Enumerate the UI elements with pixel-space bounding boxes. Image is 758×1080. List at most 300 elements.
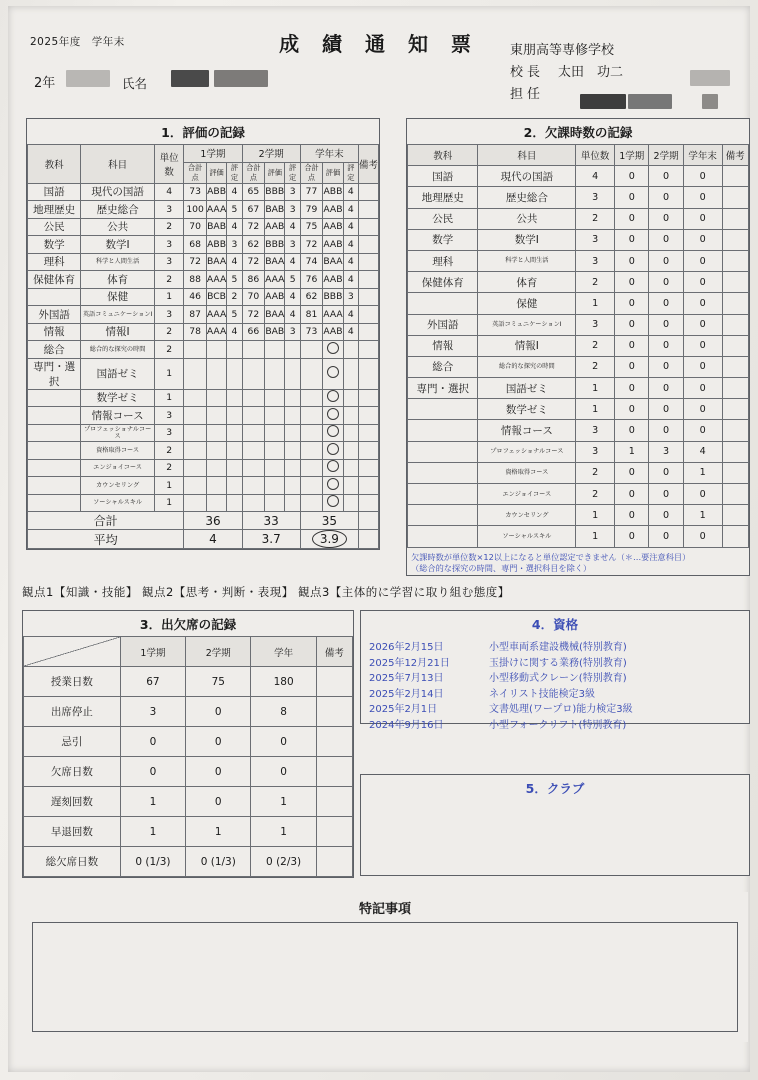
table-row (408, 526, 749, 547)
cell-subject: 外国語 (408, 314, 478, 335)
cell-note (358, 323, 378, 341)
cell-credits: 3 (576, 187, 615, 208)
table-row (24, 757, 353, 787)
cell-t2-rating (285, 341, 300, 359)
cell-course: 情報コース (478, 420, 576, 441)
cell-credits: 1 (576, 378, 615, 399)
cell-year-end: 0 (683, 272, 722, 293)
cell-course: 総合的な探究の時間 (478, 356, 576, 377)
table-row (28, 459, 379, 477)
cell-note (358, 253, 378, 271)
cell-subject: 保健体育 (28, 271, 81, 289)
panel4-title: 4．資格 (531, 617, 579, 632)
column-header: 学年末 (683, 145, 722, 166)
cell-t1-score: 73 (184, 183, 207, 201)
cell-note (316, 697, 352, 727)
cell-course: エンジョイコース (478, 484, 576, 505)
cell-course: プロフェッショナルコース (478, 441, 576, 462)
cell-ye-score (300, 459, 323, 477)
cell-t2-eval (265, 459, 285, 477)
cell-t2-score: 72 (242, 253, 265, 271)
cell-t2-score (242, 494, 265, 512)
cell-t2-eval: BBB (265, 236, 285, 254)
cell-t2-eval (265, 424, 285, 442)
table-row (28, 288, 379, 306)
table-row (28, 323, 379, 341)
cell-t1-eval (206, 494, 226, 512)
cell-ye-rating: 4 (343, 306, 358, 324)
cell-term2: 0 (186, 787, 251, 817)
cell-ye-rating (343, 442, 358, 460)
table-header-row (24, 637, 353, 667)
cell-credits: 1 (576, 293, 615, 314)
cell-ye-score (300, 358, 323, 389)
cell-t2-rating: 4 (285, 288, 300, 306)
panel-evaluation-record (26, 118, 380, 550)
cell-note (722, 187, 748, 208)
table-row (24, 697, 353, 727)
cell-ye-rating: 4 (343, 236, 358, 254)
cell-t2-rating: 4 (285, 253, 300, 271)
cell-year: 8 (251, 697, 316, 727)
cell-course: 国語ゼミ (478, 378, 576, 399)
table-row (28, 389, 379, 407)
table-row (28, 341, 379, 359)
cell-year-end: 0 (683, 314, 722, 335)
cell-ye-eval: AAB (323, 323, 343, 341)
cell-row-label: 早退回数 (24, 817, 121, 847)
cell-subject: 公民 (408, 208, 478, 229)
cell-credits: 3 (154, 201, 183, 219)
cell-ye-rating: 4 (343, 253, 358, 271)
cell-note (358, 236, 378, 254)
cell-term1: 0 (615, 378, 649, 399)
cell-credits: 3 (576, 250, 615, 271)
cell-t2-score: 86 (242, 271, 265, 289)
column-header-eval: 評価 (323, 162, 343, 183)
panel-certifications (360, 610, 750, 731)
column-header: 1学期 (120, 637, 185, 667)
cell-ye-score: 77 (300, 183, 323, 201)
redacted-student-givenname (214, 70, 268, 87)
cell-note (722, 399, 748, 420)
certification-date: 2026年2月15日 (369, 642, 444, 653)
table-header-row (28, 145, 379, 163)
cell-t1-eval: BAB (206, 218, 226, 236)
cell-subject: 国語 (408, 166, 478, 187)
cell-t1-rating (227, 358, 242, 389)
certification-name: 文書処理(ワープロ)能力検定3級 (489, 704, 633, 715)
column-header: 学年 (251, 637, 316, 667)
cell-t1-rating: 4 (227, 183, 242, 201)
cell-ye-rating: 4 (343, 271, 358, 289)
cell-t2-score (242, 358, 265, 389)
cell-credits: 1 (154, 358, 183, 389)
cell-credits: 3 (154, 253, 183, 271)
cell-year: 180 (251, 667, 316, 697)
student-name-label: 氏名 (122, 76, 148, 91)
cell-credits: 4 (154, 183, 183, 201)
grade-label: 2年 (34, 76, 56, 91)
cell-note (722, 335, 748, 356)
average-row (28, 530, 379, 549)
cell-t2-rating: 5 (285, 271, 300, 289)
teacher-label: 担任 (510, 87, 545, 102)
attendance-table (23, 636, 353, 877)
cell-note (722, 484, 748, 505)
principal-label: 校長 (510, 65, 545, 80)
table-row (408, 166, 749, 187)
list-item (369, 656, 749, 672)
cell-term2: 3 (649, 441, 683, 462)
cell-year-end: 4 (683, 441, 722, 462)
cell-ye-score: 76 (300, 271, 323, 289)
circle-icon (327, 425, 339, 437)
table-row (24, 847, 353, 877)
cell-credits: 3 (154, 407, 183, 425)
cell-term2: 0 (649, 505, 683, 526)
certification-list (361, 636, 749, 733)
cell-subject: 公民 (28, 218, 81, 236)
cell-year-end: 0 (683, 399, 722, 420)
table-row (28, 236, 379, 254)
cell-ye-rating (343, 358, 358, 389)
cell-term2: 0 (649, 335, 683, 356)
cell-t2-score (242, 424, 265, 442)
cell-t2-eval: BAA (265, 253, 285, 271)
absence-hours-table (407, 144, 749, 548)
cell-credits: 2 (576, 208, 615, 229)
completion-circle-cell (323, 407, 343, 425)
cell-ye-rating: 4 (343, 323, 358, 341)
cell-note (722, 420, 748, 441)
cell-year-end: 0 (683, 356, 722, 377)
table-row (408, 441, 749, 462)
cell-subject (408, 420, 478, 441)
cell-note (316, 727, 352, 757)
cell-t2-rating: 4 (285, 306, 300, 324)
panel-club (360, 774, 750, 876)
cell-course: 数学Ⅰ (81, 236, 155, 254)
cell-year-end: 0 (683, 187, 722, 208)
column-header: 1学期 (184, 145, 242, 163)
cell-course: 数学ゼミ (478, 399, 576, 420)
cell-t2-score: 72 (242, 306, 265, 324)
cell-row-label: 総欠席日数 (24, 847, 121, 877)
column-header: 単位数 (154, 145, 183, 184)
report-card-sheet (8, 6, 750, 1072)
cell-t1-score: 78 (184, 323, 207, 341)
cell-t1-score: 68 (184, 236, 207, 254)
cell-t1-rating (227, 407, 242, 425)
cell-course: 科学と人間生活 (81, 253, 155, 271)
school-name: 東朋高等専修学校 (510, 43, 615, 58)
viewpoint-legend: 観点1【知識・技能】 観点2【思考・判断・表現】 観点3【主体的に学習に取り組む態度】 (22, 585, 510, 599)
cell-ye-score: 62 (300, 288, 323, 306)
cell-ye-rating (343, 459, 358, 477)
completion-circle-cell (323, 358, 343, 389)
cell-t1-eval (206, 341, 226, 359)
table-row (408, 356, 749, 377)
cell-subject: 地理歴史 (408, 187, 478, 208)
cell-course: プロフェッショナルコース (81, 424, 155, 442)
cell-term2: 0 (649, 399, 683, 420)
cell-subject (408, 526, 478, 547)
cell-course: 資格取得コース (478, 462, 576, 483)
redacted-teacher-givenname (628, 94, 672, 109)
cell-t2-score (242, 407, 265, 425)
table-row (408, 505, 749, 526)
cell-term2: 0 (649, 356, 683, 377)
cell-course: 数学Ⅰ (478, 229, 576, 250)
cell-term2: 0 (649, 229, 683, 250)
table-row (408, 378, 749, 399)
cell-t2-score (242, 442, 265, 460)
cell-note (722, 229, 748, 250)
panel2-note-1: 欠課時数が単位数×12以上になると単位認定できません（＊…要注意科目） (411, 551, 691, 562)
cell-ye-eval: AAB (323, 236, 343, 254)
cell-subject (28, 389, 81, 407)
cell-year-end: 0 (683, 229, 722, 250)
cell-term2: 1 (186, 817, 251, 847)
cell-ye-eval: AAA (323, 306, 343, 324)
cell-t1-rating (227, 459, 242, 477)
completion-circle-cell (323, 477, 343, 495)
cell-t1-score (184, 442, 207, 460)
cell-note (358, 407, 378, 425)
cell-t1-score (184, 494, 207, 512)
cell-t1-eval: BCB (206, 288, 226, 306)
redacted-teacher-surname (580, 94, 626, 109)
cell-credits: 2 (576, 335, 615, 356)
certification-date: 2025年12月21日 (369, 657, 450, 669)
cell-course: 公共 (478, 208, 576, 229)
cell-subject (28, 477, 81, 495)
cell-term1: 0 (615, 335, 649, 356)
cell-ye-rating (343, 477, 358, 495)
cell-note (316, 667, 352, 697)
cell-t1-eval (206, 459, 226, 477)
cell-t2-rating: 3 (285, 183, 300, 201)
cell-ye-eval: BAA (323, 253, 343, 271)
cell-subject: 外国語 (28, 306, 81, 324)
cell-ye-eval: AAB (323, 271, 343, 289)
circle-icon (327, 443, 339, 455)
cell-credits: 2 (154, 271, 183, 289)
cell-course: 体育 (81, 271, 155, 289)
cell-t2-rating (285, 407, 300, 425)
cell-note (722, 526, 748, 547)
cell-credits: 1 (576, 399, 615, 420)
cell-credits: 2 (576, 484, 615, 505)
cell-ye-score (300, 424, 323, 442)
cell-year-end: 0 (683, 484, 722, 505)
cell-note (358, 459, 378, 477)
cell-t2-score: 67 (242, 201, 265, 219)
cell-course: 情報Ⅰ (478, 335, 576, 356)
remarks-box (32, 922, 738, 1032)
table-row (408, 420, 749, 441)
table-row (28, 424, 379, 442)
cell-term1: 3 (120, 697, 185, 727)
cell-ye-rating (343, 389, 358, 407)
cell-ye-eval: BBB (323, 288, 343, 306)
cell-ye-rating: 3 (343, 288, 358, 306)
cell-ye-rating (343, 424, 358, 442)
cell-year-end: 0 (683, 378, 722, 399)
cell-course: 英語コミュニケーションⅠ (81, 306, 155, 324)
total-term2: 33 (242, 512, 300, 530)
circle-icon (327, 390, 339, 402)
cell-note (722, 378, 748, 399)
cell-t2-rating: 4 (285, 218, 300, 236)
column-header-score: 合計点 (300, 162, 323, 183)
cell-ye-score (300, 407, 323, 425)
panel3-title: 3．出欠席の記録 (139, 617, 237, 632)
cell-course: 歴史総合 (478, 187, 576, 208)
cell-term1: 0 (615, 356, 649, 377)
cell-t1-eval: ABB (206, 236, 226, 254)
column-header: 科目 (81, 145, 155, 184)
cell-t2-rating (285, 358, 300, 389)
table-row (408, 335, 749, 356)
cell-t2-score (242, 477, 265, 495)
cell-t2-eval: BAA (265, 306, 285, 324)
evaluation-table (27, 144, 379, 549)
table-row (408, 272, 749, 293)
panel-attendance-record (22, 610, 354, 878)
cell-note (358, 442, 378, 460)
redacted-student-surname (171, 70, 209, 87)
cell-credits: 1 (154, 389, 183, 407)
certification-name: 玉掛けに関する業務(特別教育) (489, 657, 627, 669)
average-term1: 4 (184, 530, 242, 549)
cell-ye-rating: 4 (343, 183, 358, 201)
panel2-note-2: （総合的な探究の時間、専門・選択科目を除く） (411, 563, 592, 574)
cell-course: 情報Ⅰ (81, 323, 155, 341)
cell-term2: 0 (1/3) (186, 847, 251, 877)
column-header: 教科 (408, 145, 478, 166)
cell-t1-rating: 4 (227, 323, 242, 341)
cell-term1: 0 (615, 229, 649, 250)
table-row (28, 306, 379, 324)
cell-ye-eval: AAB (323, 201, 343, 219)
cell-credits: 1 (154, 288, 183, 306)
cell-term1: 0 (615, 399, 649, 420)
cell-subject (28, 424, 81, 442)
cell-note (358, 358, 378, 389)
cell-row-label: 忌引 (24, 727, 121, 757)
column-header-rating: 評定 (227, 162, 242, 183)
completion-circle-cell (323, 341, 343, 359)
total-label: 合計 (28, 512, 184, 530)
cell-t1-score: 46 (184, 288, 207, 306)
cell-subject: 保健体育 (408, 272, 478, 293)
cell-t1-eval (206, 389, 226, 407)
cell-t1-score (184, 477, 207, 495)
certification-date: 2024年9月16日 (369, 719, 444, 731)
certification-date: 2025年2月14日 (369, 688, 444, 700)
cell-t1-eval: BAA (206, 253, 226, 271)
cell-subject (408, 441, 478, 462)
cell-t2-rating (285, 442, 300, 460)
page-title: 成 績 通 知 票 (279, 32, 479, 56)
cell-note (722, 166, 748, 187)
cell-course: 公共 (81, 218, 155, 236)
cell-ye-rating: 4 (343, 201, 358, 219)
cell-term2: 0 (649, 250, 683, 271)
column-header: 科目 (478, 145, 576, 166)
cell-t2-eval: AAB (265, 288, 285, 306)
column-header: 備考 (722, 145, 748, 166)
table-row (24, 817, 353, 847)
cell-t2-score: 72 (242, 218, 265, 236)
cell-t1-score (184, 407, 207, 425)
cell-term2: 75 (186, 667, 251, 697)
cell-year-end: 0 (683, 526, 722, 547)
column-header: 2学期 (186, 637, 251, 667)
cell-year-end: 0 (683, 420, 722, 441)
cell-t2-eval (265, 477, 285, 495)
cell-term2: 0 (649, 187, 683, 208)
cell-t1-rating (227, 424, 242, 442)
average-label: 平均 (28, 530, 184, 549)
cell-t1-eval: AAA (206, 323, 226, 341)
completion-circle-cell (323, 424, 343, 442)
cell-t1-rating: 5 (227, 201, 242, 219)
column-header: 1学期 (615, 145, 649, 166)
cell-t2-rating (285, 424, 300, 442)
cell-subject (408, 505, 478, 526)
cell-t2-score: 66 (242, 323, 265, 341)
cell-t1-rating: 4 (227, 218, 242, 236)
cell-year-end: 1 (683, 505, 722, 526)
cell-t2-eval: BAB (265, 323, 285, 341)
cell-subject (28, 494, 81, 512)
cell-credits: 3 (154, 306, 183, 324)
circle-icon (327, 478, 339, 490)
total-year-end: 35 (300, 512, 358, 530)
cell-term1: 0 (120, 727, 185, 757)
cell-subject: 理科 (408, 250, 478, 271)
cell-t2-score: 62 (242, 236, 265, 254)
cell-year-end: 0 (683, 166, 722, 187)
cell-note (722, 462, 748, 483)
cell-term2: 0 (649, 166, 683, 187)
table-row (408, 208, 749, 229)
cell-t1-eval: AAA (206, 201, 226, 219)
cell-subject (408, 484, 478, 505)
table-row (28, 218, 379, 236)
average-note (358, 530, 378, 549)
cell-term2: 0 (649, 293, 683, 314)
cell-term1: 0 (615, 272, 649, 293)
circle-icon (327, 495, 339, 507)
cell-note (316, 757, 352, 787)
completion-circle-cell (323, 389, 343, 407)
cell-t1-rating (227, 494, 242, 512)
cell-credits: 2 (154, 323, 183, 341)
cell-t2-eval (265, 358, 285, 389)
cell-term1: 0 (615, 314, 649, 335)
column-header: 2学期 (649, 145, 683, 166)
cell-note (722, 356, 748, 377)
table-row (28, 477, 379, 495)
cell-row-label: 授業日数 (24, 667, 121, 697)
cell-term2: 0 (186, 757, 251, 787)
cell-note (358, 288, 378, 306)
cell-t1-rating (227, 341, 242, 359)
